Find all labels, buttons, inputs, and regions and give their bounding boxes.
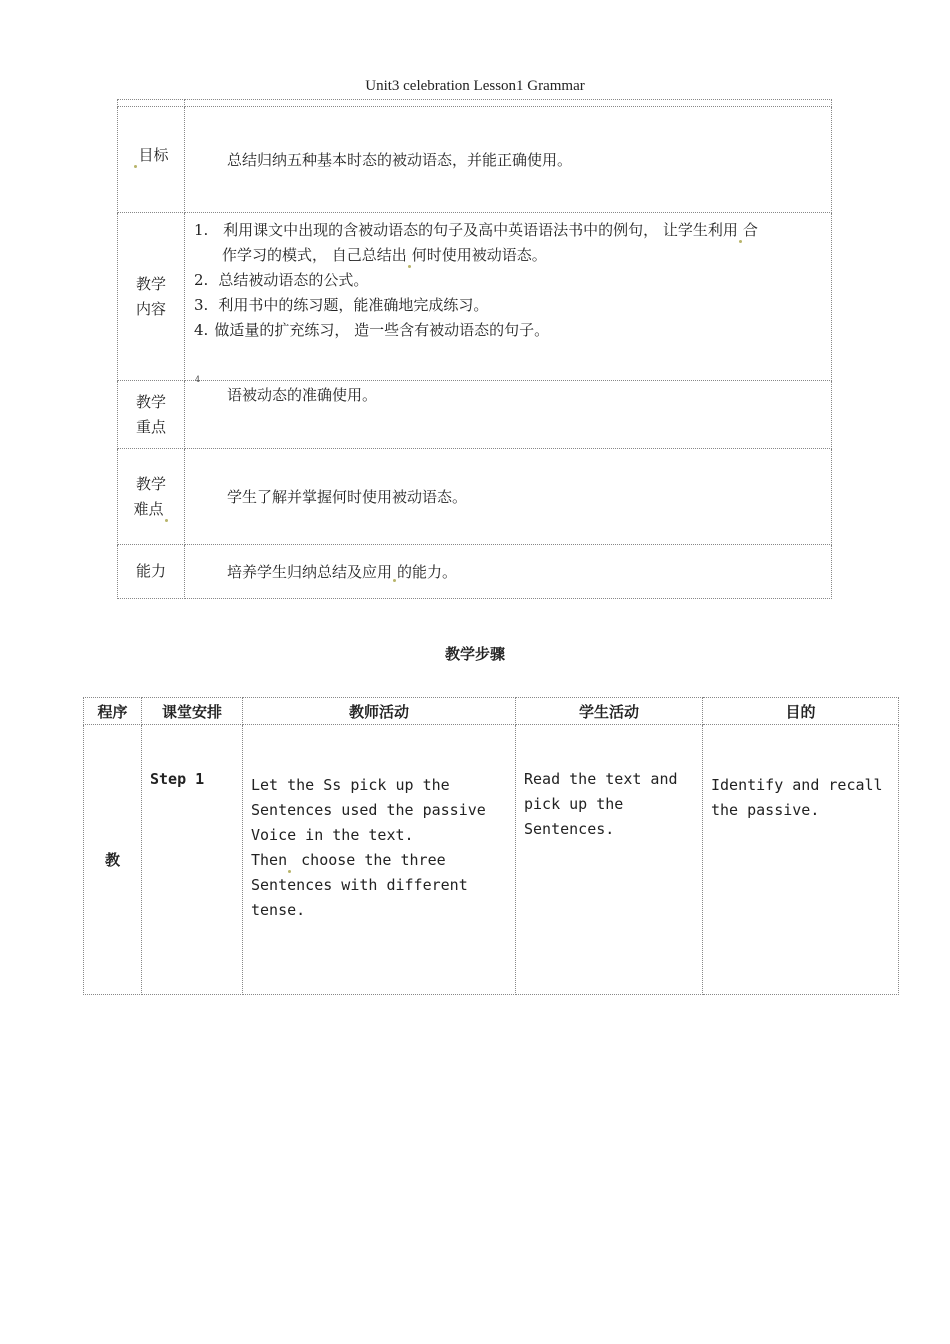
key-points-row [118,381,832,449]
difficulty-row [118,449,832,545]
table-header-row [84,698,899,725]
teacher-activity-cell: Let the Ss pick up the Sentences used the passive Voice in the text. Then choose the three Sentences with different tense. [243,725,516,995]
list-item: 1. 利用课文中出现的含被动语态的句子及高中英语语法书中的例句， 让学生利用 合 作学习的模式， 自己总结出 何时使用被动语态。 [194,218,830,268]
key-points-text: 语被动态的准确使用。 [185,381,832,449]
content-cell [185,213,832,384]
content-row [118,213,832,381]
content-list [186,218,830,343]
content-label: 教学 内容 [118,213,185,381]
list-item: 4. 做适量的扩充练习， 造一些含有被动语态的句子。 [194,321,550,339]
marker [134,165,137,168]
lesson-info-table [117,99,832,599]
procedure-cell: 教 [84,725,142,995]
student-activity-cell: Read the text and pick up the Sentences. [516,725,703,995]
difficulty-label: 教学 难点 [118,449,185,545]
goal-row [118,107,832,213]
table-top-strip [118,100,832,107]
header-purpose: 目的 [703,698,899,725]
list-item: 3. 利用书中的练习题，能准确地完成练习。 [194,296,489,314]
ability-label: 能力 [118,545,185,599]
goal-label: 目标 [118,107,185,213]
key-points-label: 教学 重点 [118,381,185,449]
header-student-activity: 学生活动 [516,698,703,725]
header-procedure: 程序 [84,698,142,725]
table-row [84,725,899,995]
trailing-glyph: 4 [195,375,201,384]
difficulty-text: 学生了解并掌握何时使用被动语态。 [185,449,832,545]
header-arrangement: 课堂安排 [142,698,243,725]
ability-row [118,545,832,599]
purpose-cell: Identify and recall the passive. [703,725,899,995]
header-teacher-activity: 教师活动 [243,698,516,725]
goal-text: 总结归纳五种基本时态的被动语态，并能正确使用。 [185,107,832,213]
arrangement-cell: Step 1 [142,725,243,995]
teaching-steps-table [83,697,899,995]
list-item: 2. 总结被动语态的公式。 [194,271,369,289]
document-title: Unit3 celebration Lesson1 Grammar [365,78,585,94]
steps-heading: 教学步骤 [444,645,505,663]
ability-text: 培养学生归纳总结及应用 的能力。 [185,545,832,599]
